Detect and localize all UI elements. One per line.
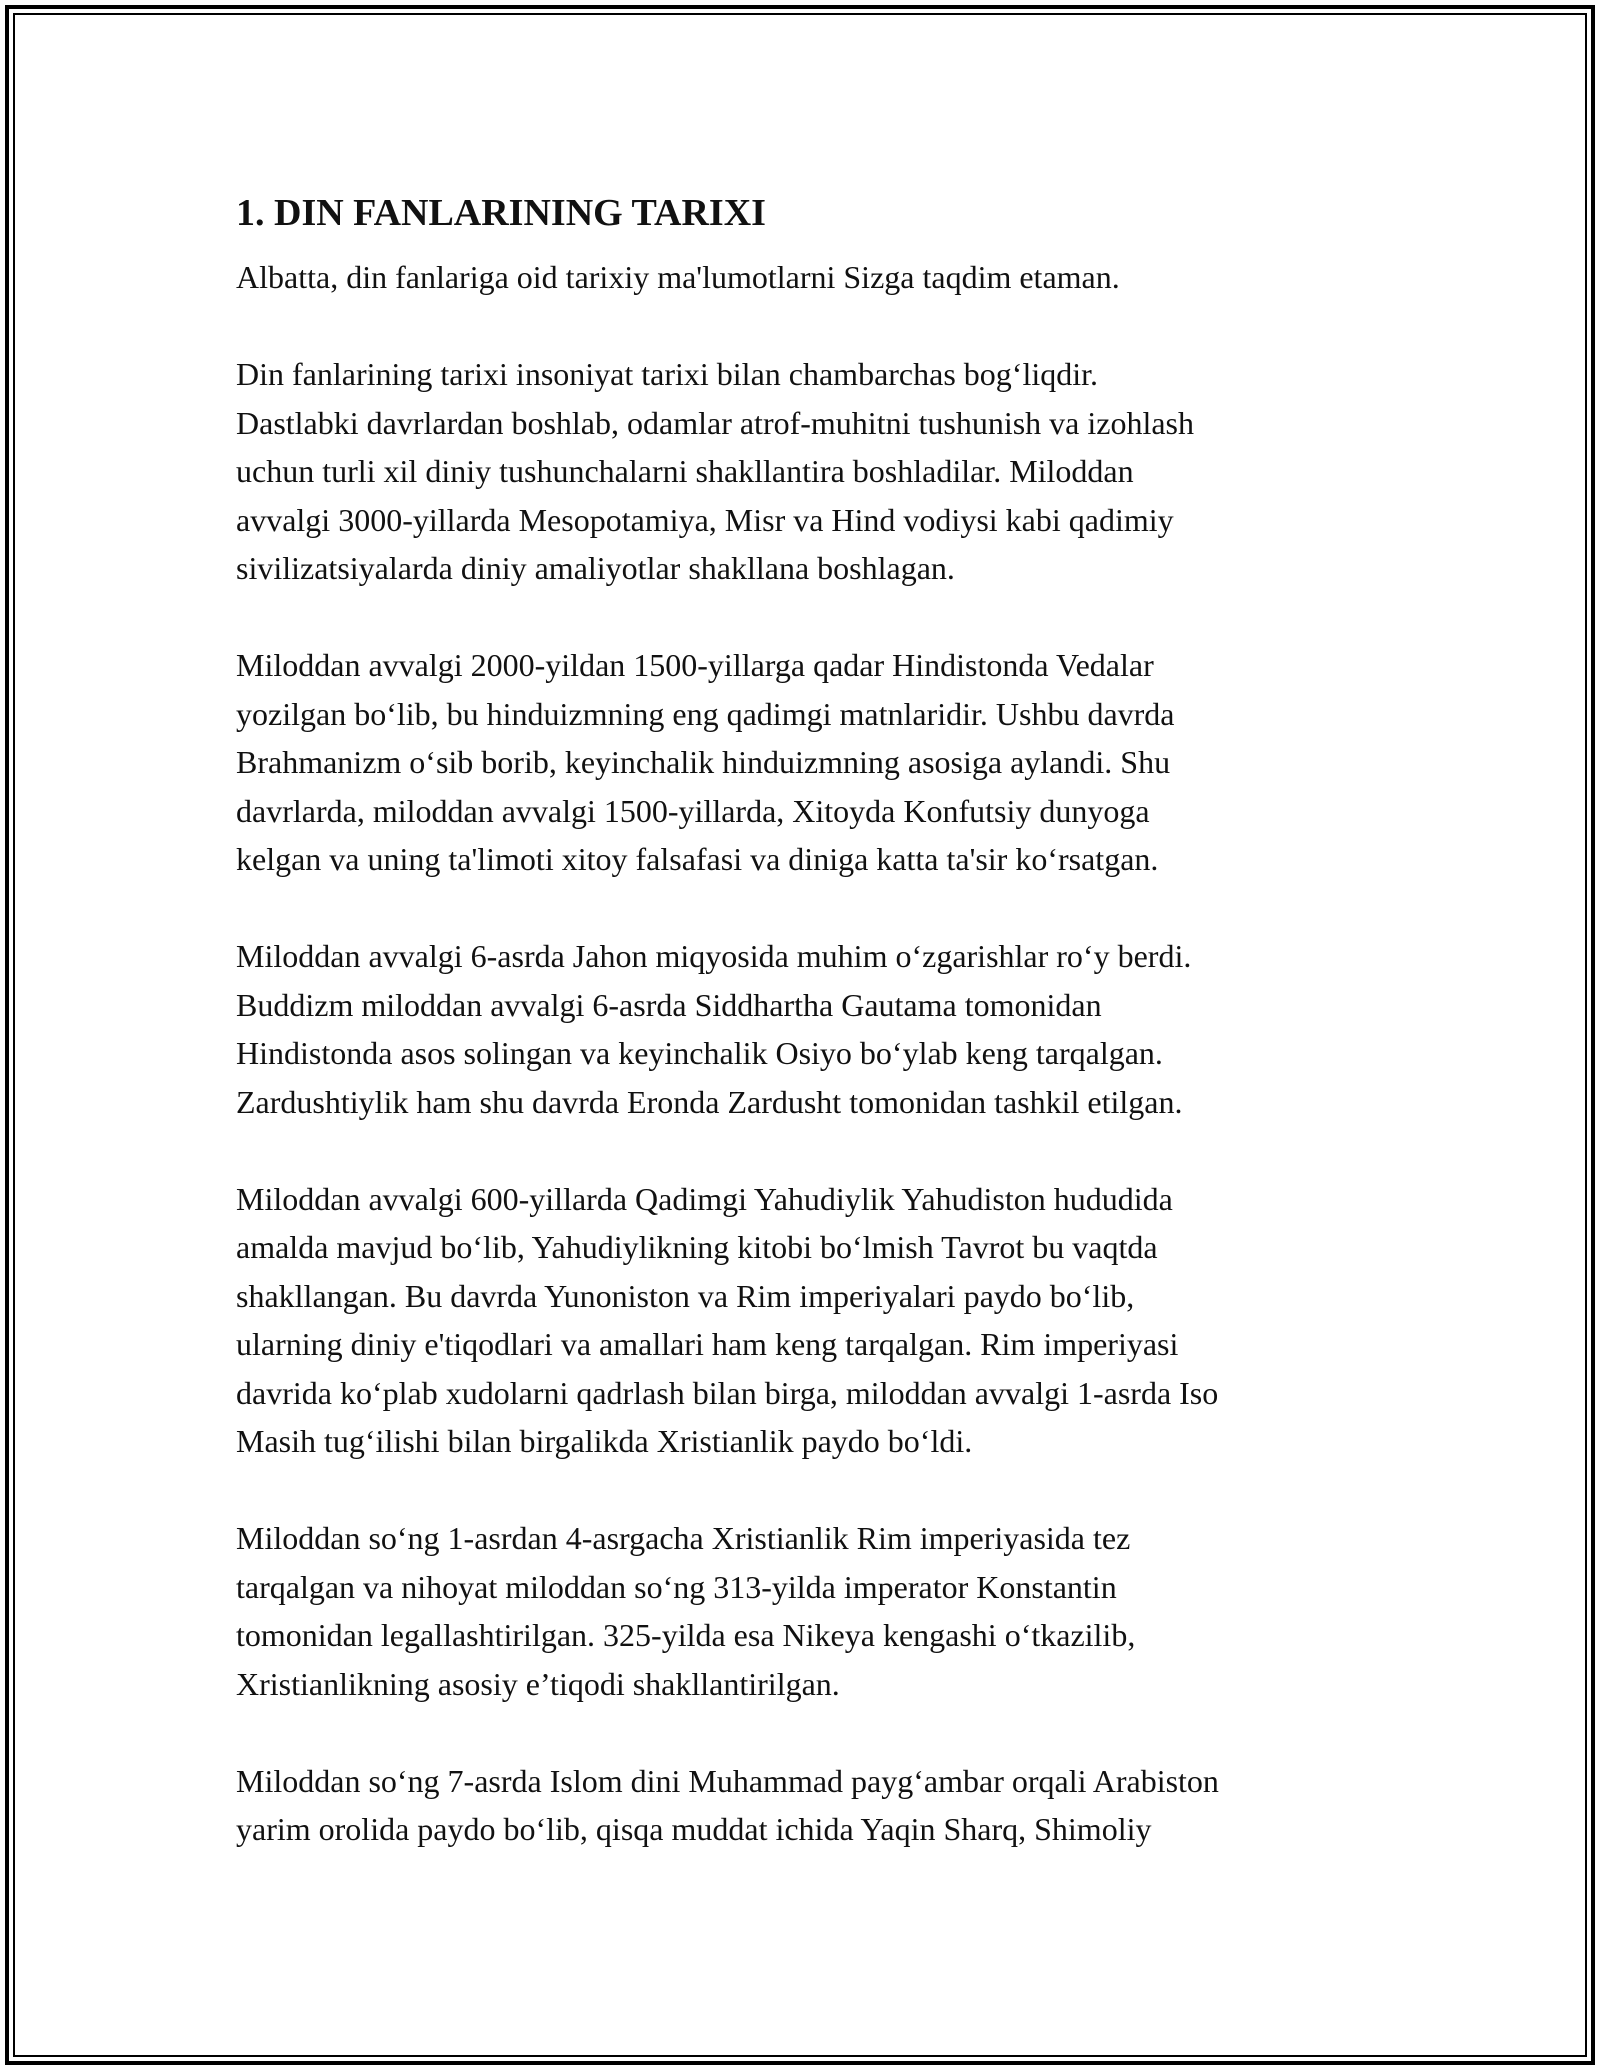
text-line: ularning diniy e'tiqodlari va amallari ham keng tarqalgan. Rim imperiyasi bbox=[236, 1326, 1179, 1362]
text-line: uchun turli xil diniy tushunchalarni shakllantira boshladilar. Miloddan bbox=[236, 453, 1134, 489]
paragraph bbox=[236, 932, 1376, 1126]
text-line: avvalgi 3000-yillarda Mesopotamiya, Misr va Hind vodiysi kabi qadimiy bbox=[236, 501, 1174, 538]
text-line: sivilizatsiyalarda diniy amaliyotlar shakllana boshlagan. bbox=[236, 550, 955, 586]
text-line: tarqalgan va nihoyat miloddan so‘ng 313-yilda imperator Konstantin bbox=[236, 1568, 1117, 1605]
text-line: Miloddan avvalgi 6-asrda Jahon miqyosida muhim o‘zgarishlar ro‘y berdi. bbox=[236, 938, 1192, 974]
text-line: Miloddan so‘ng 1-asrdan 4-asrgacha Xristianlik Rim imperiyasida tez bbox=[236, 1520, 1131, 1556]
text-line: davrlarda, miloddan avvalgi 1500-yillarda, Xitoyda Konfutsiy dunyoga bbox=[236, 792, 1150, 829]
paragraph bbox=[236, 1757, 1376, 1854]
paragraph-gap bbox=[236, 1126, 1376, 1175]
paragraph bbox=[236, 1175, 1376, 1466]
text-line: Brahmanizm o‘sib borib, keyinchalik hinduizmning asosiga aylandi. Shu bbox=[236, 744, 1171, 780]
paragraph bbox=[236, 1514, 1376, 1708]
paragraph-gap bbox=[236, 1466, 1376, 1515]
document-body bbox=[236, 183, 1376, 1854]
paragraph-gap bbox=[236, 302, 1376, 351]
text-line: Masih tug‘ilishi bilan birgalikda Xristianlik paydo bo‘ldi. bbox=[236, 1423, 973, 1459]
text-line: yozilgan bo‘lib, bu hinduizmning eng qadimgi matnlaridir. Ushbu davrda bbox=[236, 695, 1175, 732]
text-line: Miloddan so‘ng 7-asrda Islom dini Muhammad payg‘ambar orqali Arabiston bbox=[236, 1762, 1219, 1799]
text-line: Buddizm miloddan avvalgi 6-asrda Siddhartha Gautama tomonidan bbox=[236, 986, 1102, 1023]
paragraph-gap bbox=[236, 1708, 1376, 1757]
paragraph bbox=[236, 253, 1376, 302]
text-line: Miloddan avvalgi 600-yillarda Qadimgi Yahudiylik Yahudiston hududida bbox=[236, 1180, 1173, 1217]
text-line: Miloddan avvalgi 2000-yildan 1500-yillarga qadar Hindistonda Vedalar bbox=[236, 647, 1154, 683]
paragraph bbox=[236, 641, 1376, 884]
paragraph-gap bbox=[236, 884, 1376, 933]
text-line: yarim orolida paydo bo‘lib, qisqa muddat ichida Yaqin Sharq, Shimoliy bbox=[236, 1811, 1152, 1847]
text-line: tomonidan legallashtirilgan. 325-yilda esa Nikeya kengashi o‘tkazilib, bbox=[236, 1617, 1136, 1653]
text-line: Din fanlarining tarixi insoniyat tarixi bilan chambarchas bog‘liqdir. bbox=[236, 356, 1098, 392]
text-line: Xristianlikning asosiy e’tiqodi shakllantirilgan. bbox=[236, 1665, 840, 1702]
text-line: Hindistonda asos solingan va keyinchalik Osiyo bo‘ylab keng tarqalgan. bbox=[236, 1035, 1163, 1071]
text-line: davrida ko‘plab xudolarni qadrlash bilan birga, miloddan avvalgi 1-asrda Iso bbox=[236, 1374, 1219, 1411]
paragraph bbox=[236, 350, 1376, 593]
text-line: shakllangan. Bu davrda Yunoniston va Rim imperiyalari paydo bo‘lib, bbox=[236, 1277, 1135, 1314]
paragraph-gap bbox=[236, 593, 1376, 642]
text-line: amalda mavjud bo‘lib, Yahudiylikning kitobi bo‘lmish Tavrot bu vaqtda bbox=[236, 1229, 1158, 1265]
text-line: kelgan va uning ta'limoti xitoy falsafasi va diniga katta ta'sir ko‘rsatgan. bbox=[236, 841, 1159, 877]
text-line: Zardushtiylik ham shu davrda Eronda Zardusht tomonidan tashkil etilgan. bbox=[236, 1083, 1183, 1120]
paragraph-list bbox=[236, 253, 1376, 1854]
text-line: Albatta, din fanlariga oid tarixiy ma'lumotlarni Sizga taqdim etaman. bbox=[236, 259, 1120, 295]
document-title: 1. DIN FANLARINING TARIXI bbox=[236, 192, 766, 234]
text-line: Dastlabki davrlardan boshlab, odamlar atrof-muhitni tushunish va izohlash bbox=[236, 404, 1194, 441]
